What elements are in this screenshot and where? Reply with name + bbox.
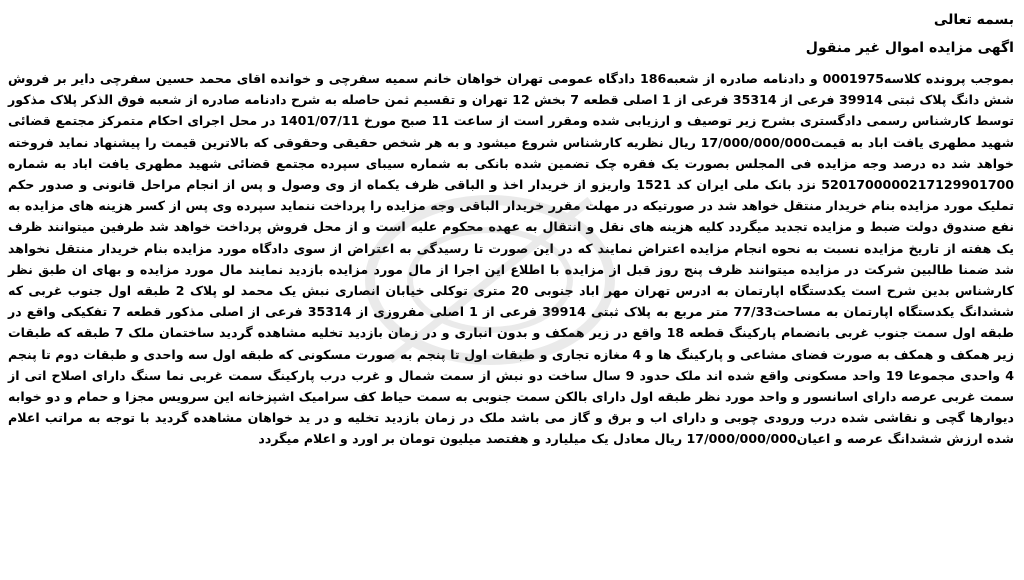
auction-notice [8,6,1014,450]
basmala-heading: بسمه تعالی [933,12,1014,28]
notice-body: بموجب پرونده کلاسه0001975 و دادنامه صادره از شعبه186 دادگاه عمومی تهران خواهان خانم سمیه سفرچی و خوانده اقای محمد حسین سفرچی دایر بر فروش شش دانگ پلاک ثبتی 39914 فرعی از 35314 فرعی از 1 اصلی قطعه 7 بخش 12 تهران و تقسیم ثمن حاصله به شرح دادنامه صادره از شعبه فوق الذکر پلاک مذکور توسط کارشناس رسمی دادگستری بشرح زیر توصیف و ارزیابی شده ومقرر است از ساعت 11 صبح مورخ 1401/07/11 در محل اجرای احکام متمرکز مجتمع قضائی شهید مطهری یافت اباد به قیمت17/000/000/000 ریال نظریه کارشناس شروع میشود و به هر شخص حقیقی وحقوقی که بالاترین قیمت را پیشنهاد نماید فروخته خواهد شد ده درصد وجه مزایده فی المجلس بصورت یک فقره چک تضمین شده بانکی به شماره سیبای سپرده مجتمع قضائی شهید مطهری یافت اباد به شماره 5201700000217129901700 نزد بانک ملی ایران کد 1521 واریزو از خریدار اخذ و الباقی ظرف یکماه از وی وصول و پس از انجام مراحل قانونی و صدور حکم تملیک مورد مزایده بنام خریدار منتقل خواهد شد در صورتیکه در مهلت مقرر خریدار الباقی وجه مزایده را پرداخت ننماید سپرده وی پس از کسر هزینه های مزایده به نفع صندوق دولت ضبط و مزایده تجدید میگردد کلیه هزینه های نقل و انتقال به عهده محکوم علیه است و از محل فروش پرداخت خواهد شد طرفین میتوانند ظرف یک هفته از تاریخ مزایده نسبت به نحوه انجام مزایده اعتراض نمایند که در این صورت تا رسیدگی به اعتراض از سوی دادگاه مورد مزایده بنام خریدار منتقل نخواهد شد ضمنا طالبین شرکت در مزایده میتوانند ظرف پنج روز قبل از مزایده با اطلاع این اجرا از مال مورد مزایده بازدید نمایند مال مورد مزایده و بهای ان طبق نظر کارشناس بدین شرح است یکدستگاه اپارتمان به ادرس تهران مهر اباد جنوبی 20 متری توکلی خیابان انصاری نبش یک محمد لو پلاک 2 طبقه اول جنوب غربی که ششدانگ یکدستگاه اپارتمان به مساحت77/33 متر مربع به پلاک ثبتی 39914 فرعی از 1 اصلی مفروزی از 35314 فرعی از اصلی مذکور قطعه 7 تفکیکی واقع در طبقه اول سمت جنوب غربی بانضمام پارکینگ قطعه 18 واقع در زیر همکف و بدون انباری و در زمان بازدید تخلیه مشاهده گردید ساختمان ملک 7 طبقه که طبقات زیر همکف و همکف به صورت فضای مشاعی و پارکینگ ها و 4 مغازه تجاری و طبقات اول تا پنجم به صورت مسکونی که طبقه اول سه واحدی و طبقات دوم تا پنجم 4 واحدی مجموعا 19 واحد مسکونی واقع شده اند ملک حدود 9 سال ساخت دو نبش از سمت شمال و غرب درب پارکینگ سمت غربی نما سنگ دارای اصلاح اتی از سمت غربی عرصه دارای اسانسور و واحد مورد نظر طبقه اول دارای بالکن سمت جنوبی به سمت حیاط کف سرامیک اشپزخانه این سرویس مجزا و حمام و دو خوابه دیوارها گچی و نقاشی شده درب ورودی چوبی و دارای اب و برق و گاز می باشد ملک در زمان بازدید تخلیه و در ید خواهان مشاهده گردید با توجه به مراتب اعلام شده ارزش ششدانگ عرصه و اعیان17/000/000/000 ریال معادل یک میلیارد و هفتصد میلیون تومان بر اورد و اعلام میگردد [8,71,1015,447]
notice-title: اگهی مزایده اموال غیر منقول [805,40,1014,56]
